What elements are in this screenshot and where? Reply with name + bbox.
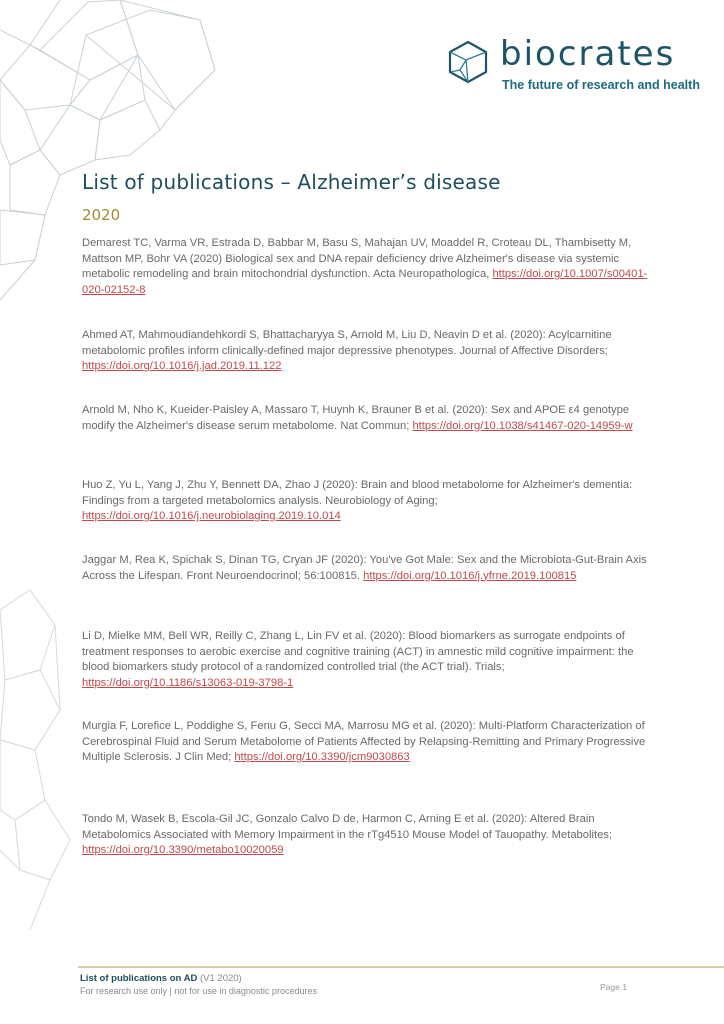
publication-entry — [82, 553, 652, 584]
biocrates-logo — [446, 34, 700, 100]
citation-text: Jaggar M, Rea K, Spichak S, Dinan TG, Cryan JF (2020): You've Got Male: Sex and the Microbiota-Gut-Brain Axis Across the Lifespan. Front Neuroendocrinol; 56:100815. — [82, 554, 647, 582]
publication-entry — [82, 403, 652, 434]
doi-link[interactable]: https://doi.org/10.1016/j.neurobiolaging.2019.10.014 — [82, 510, 341, 522]
publication-entry — [82, 328, 652, 375]
citation-text: Demarest TC, Varma VR, Estrada D, Babbar M, Basu S, Mahajan UV, Moaddel R, Croteau DL, Thambisetty M, Mattson MP, Bohr VA (2020) Biological sex and DNA repair deficiency drive Alzheimer's disease via systemic metabolic remodeling and brain mitochondrial dysfunction. Acta Neuropathologica, — [82, 237, 632, 280]
publication-entry — [82, 478, 652, 525]
citation-text: Huo Z, Yu L, Yang J, Zhu Y, Bennett DA, Zhao J (2020): Brain and blood metabolome for Alzheimer's dementia: Findings from a targeted metabolomics analysis. Neurobiology of Aging; — [82, 479, 633, 507]
year-heading: 2020 — [82, 206, 121, 224]
doi-link[interactable]: https://doi.org/10.1038/s41467-020-14959-w — [412, 419, 633, 432]
doi-link[interactable]: https://doi.org/10.3390/metabo10020059 — [82, 844, 284, 856]
footer-title — [80, 973, 242, 984]
page-title: List of publications – Alzheimer’s disease — [82, 170, 501, 194]
publication-entry — [82, 719, 652, 766]
brand-name: biocrates — [500, 34, 676, 74]
doi-link[interactable]: https://doi.org/10.1186/s13063-019-3798-1 — [82, 676, 294, 689]
brand-tagline: The future of research and health — [502, 78, 700, 92]
doi-link[interactable]: https://doi.org/10.1016/j.jad.2019.11.122 — [82, 360, 282, 372]
publication-entry — [82, 236, 652, 298]
hexagon-logo-icon — [446, 40, 490, 84]
footer-version: (V1 2020) — [197, 973, 242, 984]
doi-link[interactable]: https://doi.org/10.3390/jcm9030863 — [234, 751, 410, 763]
footer-divider — [78, 966, 724, 968]
footer-disclaimer: For research use only | not for use in diagnostic procedures — [80, 986, 317, 996]
doi-link[interactable]: https://doi.org/10.1016/j.yfrne.2019.100815 — [363, 569, 577, 582]
citation-text: Tondo M, Wasek B, Escola-Gil JC, Gonzalo Calvo D de, Harmon C, Arning E et al. (2020): Altered Brain Metabolomics Associated with Memory Impairment in the rTg4510 Mouse Model of Tauopathy. Metabolites; — [82, 813, 612, 841]
footer-title-text: List of publications on AD — [80, 973, 198, 984]
page-number: Page 1 — [600, 982, 627, 992]
citation-text: Ahmed AT, Mahmoudiandehkordi S, Bhattacharyya S, Arnold M, Liu D, Neavin D et al. (2020): Acylcarnitine metabolomic profiles inform clinically-defined major depressive phenotypes. Journal of Affective Disorders; — [82, 329, 612, 357]
citation-text: Li D, Mielke MM, Bell WR, Reilly C, Zhang L, Lin FV et al. (2020): Blood biomarkers as surrogate endpoints of treatment responses to aerobic exercise and cognitive training (ACT) in amnestic mild cognitive impairment: the blood biomarkers study protocol of a randomized controlled trial (the ACT trial). Trials; — [82, 630, 634, 673]
doi-link[interactable]: https://doi.org/10.1007/s00401-020-02152-8 — [82, 268, 648, 296]
publication-entry — [82, 629, 652, 691]
citation-text: Murgia F, Lorefice L, Poddighe S, Fenu G, Secci MA, Marrosu MG et al. (2020): Multi-Platform Characterization of Cerebrospinal Fluid and Serum Metabolome of Patients Affected by Relapsing-Remitting and Primary Progressive Multiple Sclerosis. J Clin Med; — [82, 720, 646, 763]
publication-entry — [82, 812, 652, 859]
citation-text: Arnold M, Nho K, Kueider-Paisley A, Massaro T, Huynh K, Brauner B et al. (2020): Sex and APOE ε4 genotype modify the Alzheimer's disease serum metabolome. Nat Commun; — [82, 404, 630, 432]
